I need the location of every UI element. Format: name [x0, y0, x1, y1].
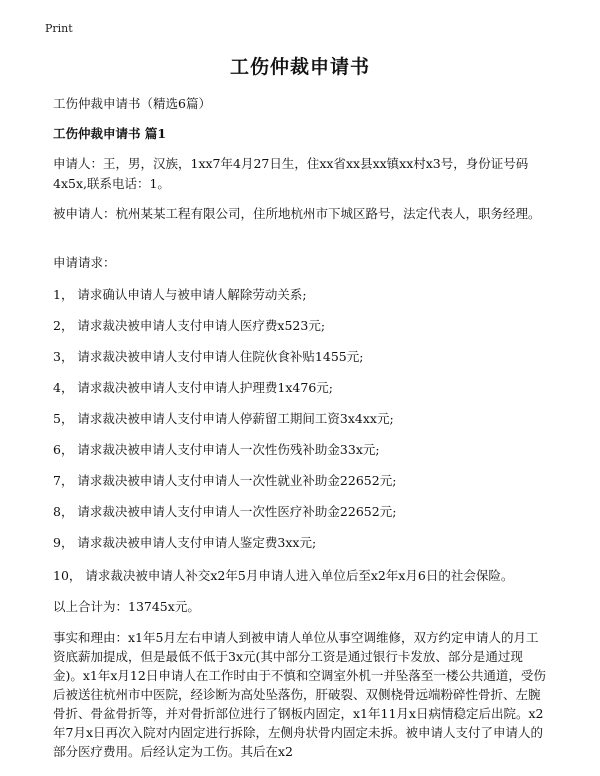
request-item: 4， 请求裁决被申请人支付申请人护理费1x476元;: [53, 380, 333, 395]
applicant-paragraph: 申请人：王，男，汉族，1xx7年4月27日生，住xx省xx县xx镇xx村x3号，身份证号码4x5x,联系电话：1。: [53, 156, 529, 191]
request-item: 1， 请求确认申请人与被申请人解除劳动关系;: [53, 287, 307, 302]
request-item: 8， 请求裁决被申请人支付申请人一次性医疗补助金22652元;: [53, 504, 397, 519]
request-item: 9， 请求裁决被申请人支付申请人鉴定费3xx元;: [53, 535, 317, 550]
facts-paragraph: 事实和理由：x1年5月左右申请人到被申请人单位从事空调维修，双方约定申请人的月工资底薪加提成，但是最低不低于3x元(其中部分工资是通过银行卡发放、部分是通过现金)。x1年x月12日申请人在工作时由于不慎和空调室外机一并坠落至一楼公共通道，受伤后被送往杭州市中医院，经诊断为高处坠落伤，肝破裂、双侧桡骨远端粉碎性骨折、左腕骨折、骨盆骨折等，并对骨折部位进行了钢板内固定，x1年11月x日病情稳定后出院。x2年7月x日再次入院对内固定进行拆除，左侧舟状骨内固定未拆。被申请人支付了申请人的部分医疗费用。后经认定为工伤。其后在x2: [53, 630, 546, 759]
request-item: 5， 请求裁决被申请人支付申请人停薪留工期间工资3x4xx元;: [53, 411, 394, 426]
request-item: 10， 请求裁决被申请人补交x2年5月申请人进入单位后至x2年x月6日的社会保险。: [53, 568, 514, 583]
request-item: 3， 请求裁决被申请人支付申请人住院伙食补贴1455元;: [53, 349, 364, 364]
print-label[interactable]: Print: [45, 22, 73, 35]
requests-heading: 申请请求：: [53, 255, 116, 270]
total-line: 以上合计为：13745x元。: [53, 599, 200, 614]
section-heading: 工伤仲裁申请书 篇1: [53, 126, 167, 141]
request-item: 6， 请求裁决被申请人支付申请人一次性伤残补助金33x元;: [53, 442, 380, 457]
request-item: 7， 请求裁决被申请人支付申请人一次性就业补助金22652元;: [53, 473, 397, 488]
respondent-paragraph: 被申请人：杭州某某工程有限公司，住所地杭州市下城区路号，法定代表人，职务经理。: [53, 206, 541, 221]
page-title: 工伤仲裁申请书: [229, 56, 370, 78]
request-item: 2， 请求裁决被申请人支付申请人医疗费x523元;: [53, 318, 326, 333]
subtitle: 工伤仲裁申请书（精选6篇）: [53, 96, 211, 111]
